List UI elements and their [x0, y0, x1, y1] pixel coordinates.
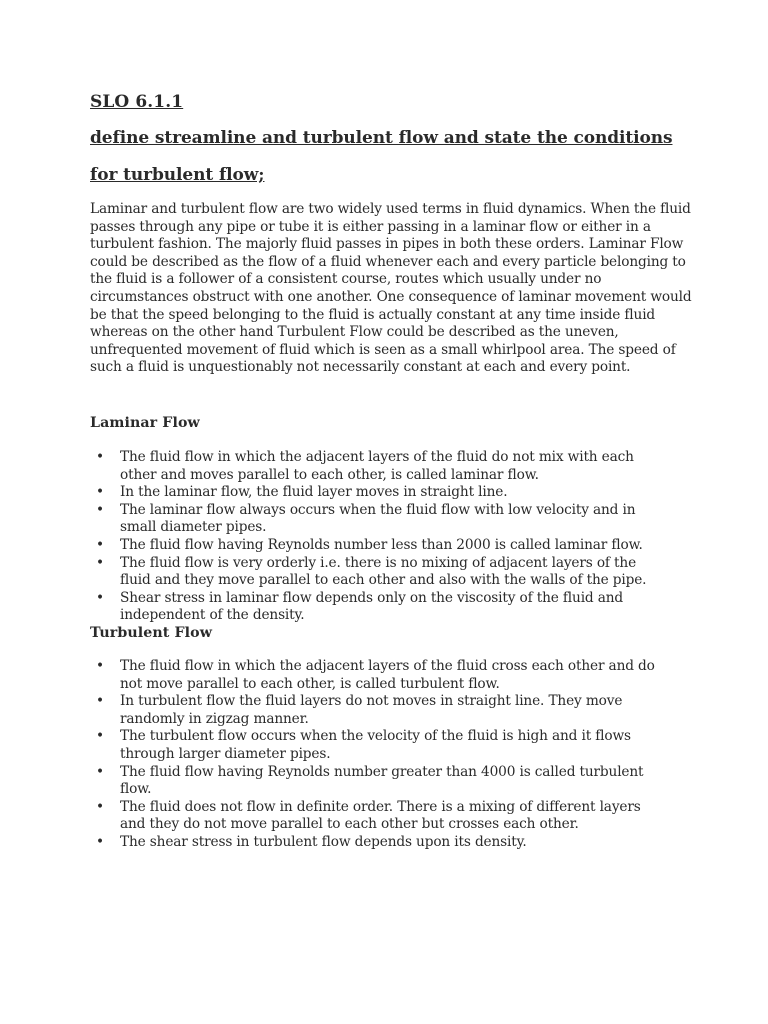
- list-item-text: through larger diameter pipes.: [120, 745, 331, 762]
- list-item: [90, 502, 690, 537]
- laminar-flow-title: Laminar Flow: [90, 415, 200, 431]
- intro-line: could be described as the flow of a fluid whenever each and every particle belonging to: [90, 253, 686, 270]
- list-item-text: The turbulent flow occurs when the velocity of the fluid is high and it flows: [120, 728, 631, 745]
- bullet-icon: •: [96, 484, 104, 501]
- list-item: [90, 590, 690, 625]
- intro-paragraph: [90, 201, 690, 377]
- bullet-icon: •: [96, 763, 104, 780]
- intro-line: the fluid is a follower of a consistent course, routes which usually under no: [90, 271, 602, 288]
- intro-line: Laminar and turbulent flow are two widely used terms in fluid dynamics. When the fluid: [90, 201, 691, 217]
- list-item-text: not move parallel to each other, is called turbulent flow.: [120, 675, 500, 692]
- page-heading-line-2: for turbulent flow;: [90, 165, 265, 185]
- bullet-icon: •: [96, 693, 104, 710]
- list-item-text: The fluid flow in which the adjacent layers of the fluid do not mix with each: [120, 449, 634, 465]
- turbulent-flow-title: Turbulent Flow: [90, 625, 213, 641]
- list-item-text: and they do not move parallel to each other but crosses each other.: [120, 816, 579, 833]
- intro-line: be that the speed belonging to the fluid is actually constant at any time inside fluid: [90, 306, 656, 323]
- list-item-text: independent of the density.: [120, 607, 305, 624]
- list-item-text: The fluid flow in which the adjacent layers of the fluid cross each other and do: [120, 658, 655, 674]
- slo-label: SLO 6.1.1: [90, 92, 184, 112]
- list-item: [90, 555, 690, 590]
- laminar-flow-list: [90, 449, 690, 625]
- list-item: [90, 449, 690, 484]
- intro-line: whereas on the other hand Turbulent Flow could be described as the uneven,: [90, 324, 619, 341]
- list-item-text: flow.: [120, 781, 152, 798]
- bullet-icon: •: [96, 658, 104, 674]
- page-heading-line-1: define streamline and turbulent flow and state the conditions: [90, 128, 673, 148]
- list-item: [90, 537, 690, 555]
- list-item: [90, 658, 690, 693]
- list-item: [90, 764, 690, 799]
- list-item-text: In the laminar flow, the fluid layer moves in straight line.: [120, 484, 508, 501]
- list-item-text: The fluid flow having Reynolds number less than 2000 is called laminar flow.: [120, 536, 643, 553]
- list-item: [90, 834, 690, 852]
- list-item-text: Shear stress in laminar flow depends only on the viscosity of the fluid and: [120, 589, 624, 606]
- list-item: [90, 728, 690, 763]
- list-item-text: The fluid does not flow in definite order. There is a mixing of different layers: [120, 798, 641, 815]
- list-item-text: small diameter pipes.: [120, 519, 267, 536]
- bullet-icon: •: [96, 589, 104, 606]
- bullet-icon: •: [96, 728, 104, 745]
- list-item-text: The fluid flow having Reynolds number greater than 4000 is called turbulent: [120, 763, 644, 780]
- list-item-text: fluid and they move parallel to each other and also with the walls of the pipe.: [120, 572, 647, 589]
- list-item-text: The laminar flow always occurs when the fluid flow with low velocity and in: [120, 501, 636, 518]
- intro-line: circumstances obstruct with one another. One consequence of laminar movement would: [90, 288, 692, 305]
- list-item-text: randomly in zigzag manner.: [120, 710, 309, 727]
- bullet-icon: •: [96, 833, 104, 850]
- list-item: [90, 799, 690, 834]
- list-item-text: other and moves parallel to each other, is called laminar flow.: [120, 466, 539, 483]
- bullet-icon: •: [96, 536, 104, 553]
- intro-line: such a fluid is unquestionably not necessarily constant at each and every point.: [90, 359, 631, 376]
- bullet-icon: •: [96, 501, 104, 518]
- list-item-text: In turbulent flow the fluid layers do not moves in straight line. They move: [120, 693, 623, 710]
- list-item-text: The fluid flow is very orderly i.e. there is no mixing of adjacent layers of the: [120, 554, 637, 571]
- intro-line: passes through any pipe or tube it is either passing in a laminar flow or either in a: [90, 218, 651, 235]
- turbulent-flow-list: [90, 658, 690, 852]
- list-item: [90, 693, 690, 728]
- list-item: [90, 484, 690, 502]
- bullet-icon: •: [96, 449, 104, 465]
- bullet-icon: •: [96, 554, 104, 571]
- intro-line: unfrequented movement of fluid which is seen as a small whirlpool area. The speed of: [90, 341, 676, 358]
- intro-line: turbulent fashion. The majorly fluid passes in pipes in both these orders. Laminar Flow: [90, 236, 684, 253]
- bullet-icon: •: [96, 798, 104, 815]
- list-item-text: The shear stress in turbulent flow depends upon its density.: [120, 833, 527, 850]
